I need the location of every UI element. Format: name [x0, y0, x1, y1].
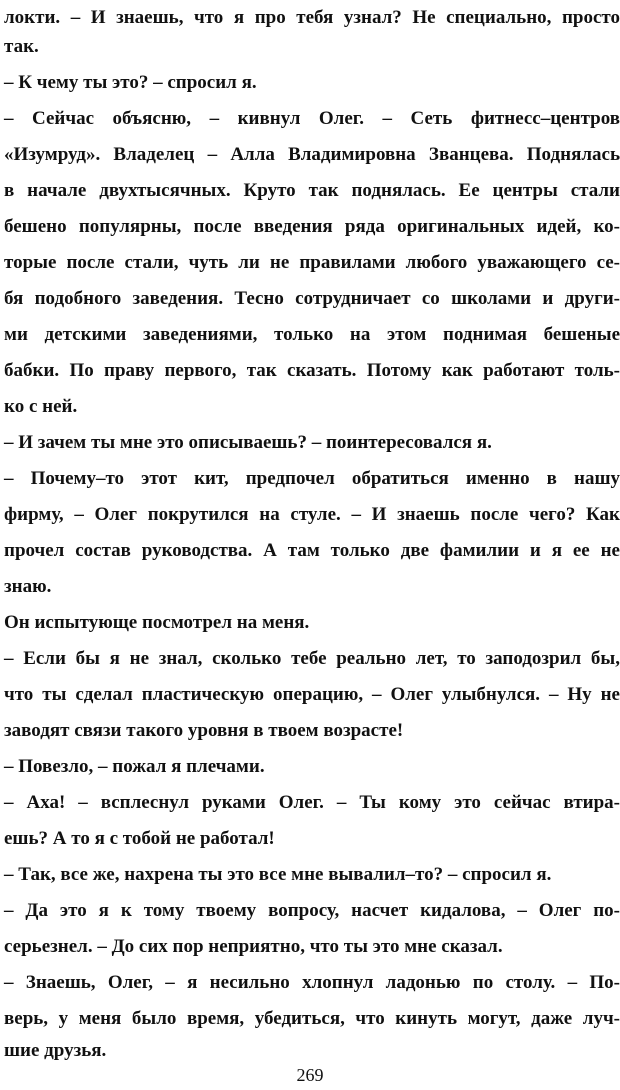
page-number: 269 [296, 1065, 324, 1085]
text-line: верь, у меня было время, убедиться, что кинуть могут, даже луч- [4, 1008, 620, 1029]
text-line: бя подобного заведения. Тесно сотрудничает со школами и други- [4, 288, 620, 309]
text-line: локти. – И знаешь, что я про тебя узнал? Не специально, просто [4, 7, 620, 28]
text-line: в начале двухтысячных. Круто так поднялась. Ее центры стали [4, 180, 620, 201]
text-line: Он испытующе посмотрел на меня. [4, 612, 310, 633]
text-line: – К чему ты это? – спросил я. [4, 72, 257, 93]
text-line: – Почему–то этот кит, предпочел обратиться именно в нашу [4, 468, 620, 489]
text-line: «Изумруд». Владелец – Алла Владимировна Званцева. Поднялась [4, 144, 620, 165]
text-line: – Сейчас объясню, – кивнул Олег. – Сеть фитнесс–центров [4, 108, 620, 129]
text-line: – И зачем ты мне это описываешь? – поинтересовался я. [4, 432, 492, 453]
text-line: серьезнел. – До сих пор неприятно, что ты это мне сказал. [4, 936, 503, 957]
text-line: – Если бы я не знал, сколько тебе реально лет, то заподозрил бы, [4, 648, 620, 669]
text-line: ми детскими заведениями, только на этом поднимая бешеные [4, 324, 620, 345]
text-line: шие друзья. [4, 1040, 107, 1061]
text-line: заводят связи такого уровня в твоем возрасте! [4, 720, 404, 741]
text-line: ко с ней. [4, 396, 78, 417]
text-line: – Повезло, – пожал я плечами. [4, 756, 265, 777]
text-line: так. [4, 36, 39, 57]
text-line: фирму, – Олег покрутился на стуле. – И знаешь после чего? Как [4, 504, 620, 525]
text-line: ешь? А то я с тобой не работал! [4, 828, 275, 849]
text-line: знаю. [4, 576, 52, 597]
text-line: торые после стали, чуть ли не правилами любого уважающего се- [4, 252, 620, 273]
text-line: прочел состав руководства. А там только две фамилии и я ее не [4, 540, 620, 561]
text-line: бешено популярны, после введения ряда оригинальных идей, ко- [4, 216, 620, 237]
text-line: – Так, все же, нахрена ты это все мне вывалил–то? – спросил я. [4, 864, 552, 885]
text-line: – Аха! – всплеснул руками Олег. – Ты кому это сейчас втира- [4, 792, 620, 813]
text-line: – Знаешь, Олег, – я несильно хлопнул ладонью по столу. – По- [4, 972, 620, 993]
text-line: что ты сделал пластическую операцию, – Олег улыбнулся. – Ну не [4, 684, 620, 705]
text-line: – Да это я к тому твоему вопросу, насчет кидалова, – Олег по- [4, 900, 620, 921]
text-line: бабки. По праву первого, так сказать. Потому как работают толь- [4, 360, 620, 381]
